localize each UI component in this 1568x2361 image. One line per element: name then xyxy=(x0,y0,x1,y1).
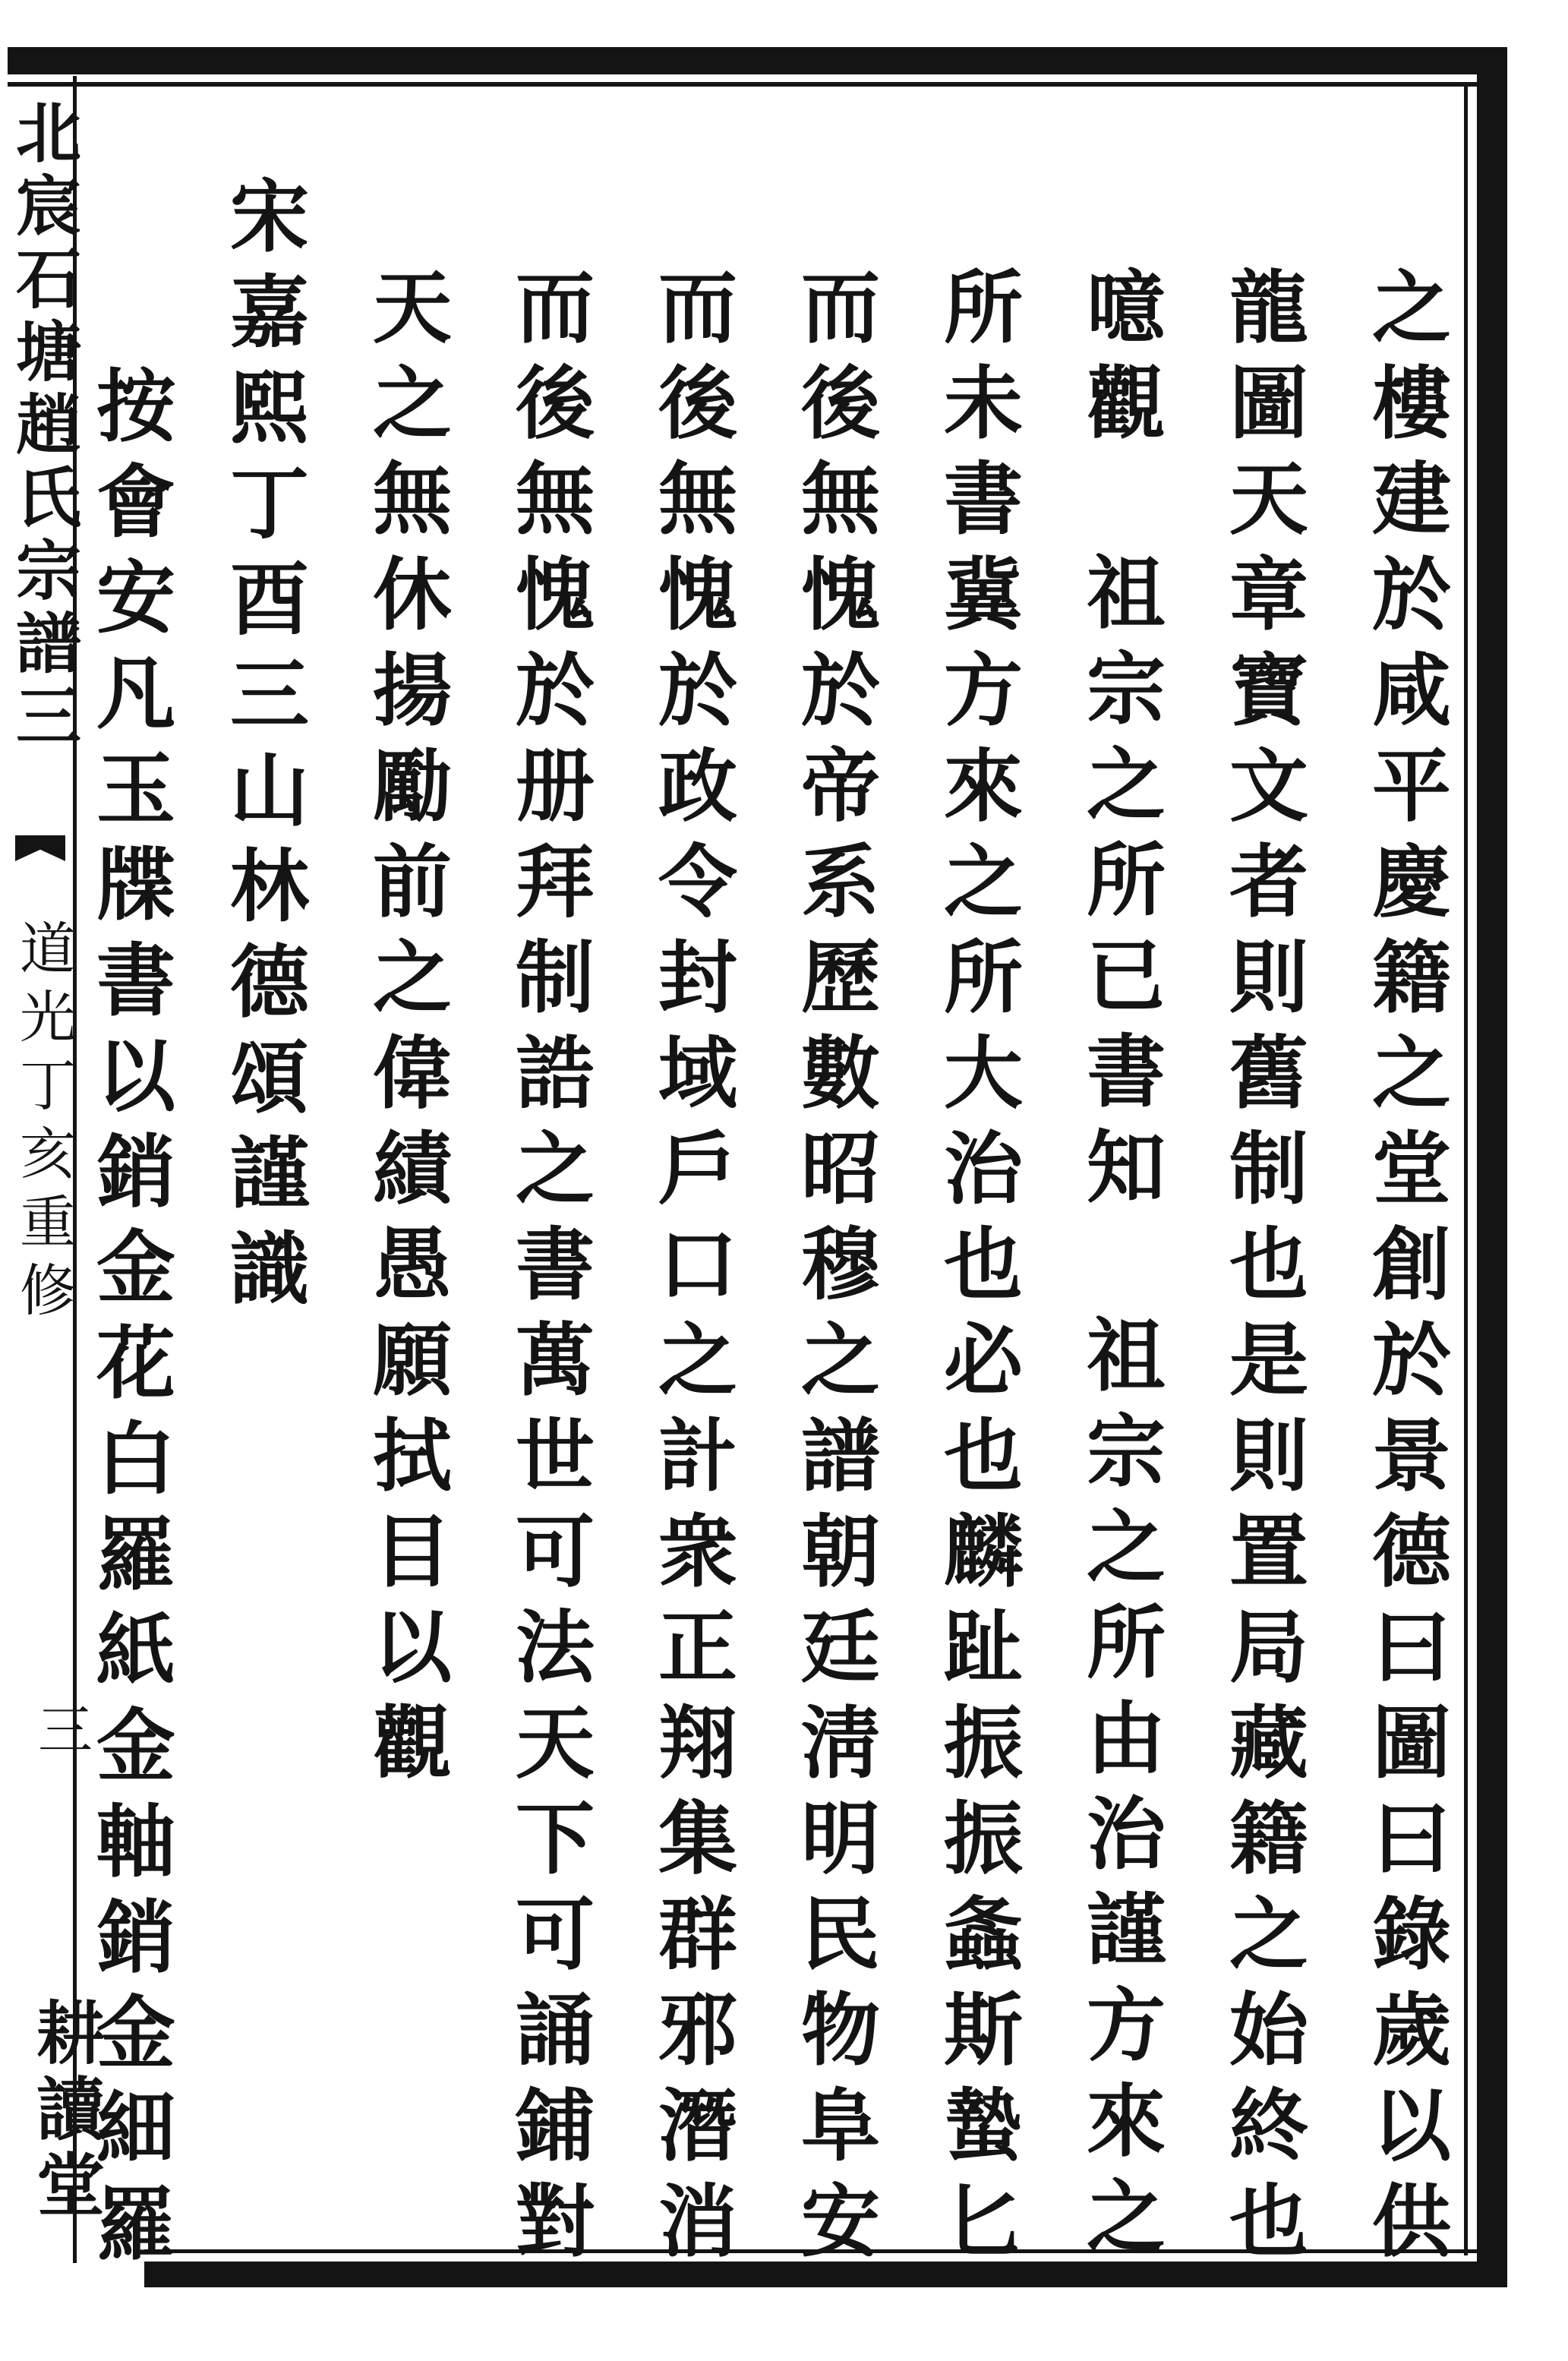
margin-edition: 道光丁亥重修 xyxy=(11,919,76,1329)
text-column-10-note: 按會安凡玉牒書以銷金花白羅紙金軸銷金細羅 xyxy=(83,365,176,2278)
fishtail-mark xyxy=(15,835,65,861)
text-column-5: 而後無愧於帝系歷數昭穆之譜朝廷淸明民物阜安 xyxy=(787,266,881,2275)
frame-top-inner-border xyxy=(8,82,1488,87)
margin-volume-text: 三 xyxy=(5,682,81,755)
margin-title-text: 北宸石塘趙氏宗譜 xyxy=(5,99,81,682)
text-column-3b: 祖宗之所已書知 xyxy=(1073,551,1166,1221)
text-column-6: 而後無愧於政令封域戶口之計衆正翔集群邪潛消 xyxy=(645,266,738,2275)
text-column-7: 而後無愧於册拜制誥之書萬世可法天下可誦鋪對 xyxy=(502,266,595,2275)
text-column-3c: 祖宗之所由治謹方來之 xyxy=(1073,1314,1166,2271)
frame-right-border xyxy=(1477,47,1507,2287)
text-column-2: 龍圖天章寶文者則舊制也是則置局藏籍之始終也 xyxy=(1216,266,1309,2275)
text-column-1: 之樓建於咸平慶籍之堂創於景德曰圖曰錄歲以供 xyxy=(1358,266,1452,2275)
frame-right-inner-border xyxy=(1464,84,1468,2255)
text-column-8: 天之無休揚勵前之偉績愚願拭目以觀 xyxy=(359,266,453,1797)
text-column-3a: 噫觀 xyxy=(1073,266,1166,457)
margin-hall-name: 耕讀堂 xyxy=(24,1997,105,2225)
margin-book-title xyxy=(0,99,90,755)
frame-top-border xyxy=(8,47,1488,74)
text-column-4: 所未書冀方來之所大治也必也麟趾振振螽斯蟄匕 xyxy=(930,266,1024,2275)
margin-page-number: 三 xyxy=(29,1701,93,1756)
text-column-9-colophon: 宋嘉熙丁酉三山林德頌謹識 xyxy=(216,175,310,1323)
